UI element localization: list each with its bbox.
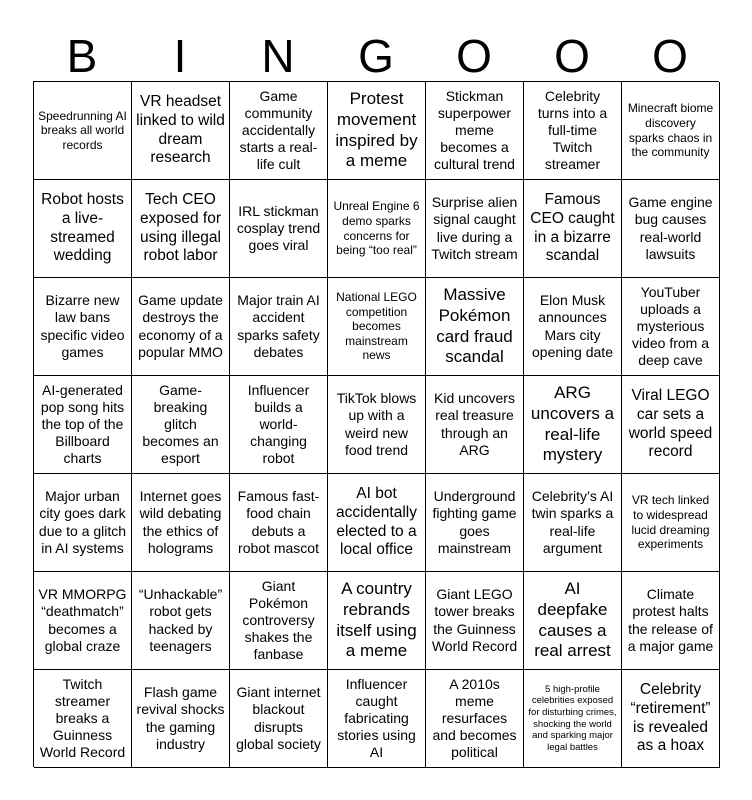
bingo-cell[interactable] [132,180,230,278]
cell-text: TikTok blows up with a weird new food trend [336,390,417,458]
header-letter-3: N [261,30,295,82]
bingo-cell[interactable] [524,474,622,572]
bingo-cell[interactable] [132,670,230,768]
cell-text: Viral LEGO car sets a world speed record [628,386,713,461]
bingo-cell[interactable] [524,572,622,670]
bingo-cell[interactable] [34,180,132,278]
header-letter-2: I [173,30,187,82]
bingo-cell[interactable] [622,82,720,180]
cell-text: National LEGO competition becomes mainstream news [336,289,417,363]
bingo-cell[interactable] [34,278,132,376]
cell-text: IRL stickman cosplay trend goes viral [236,202,321,254]
header-letter-6: O [554,30,590,82]
cell-text: Bizarre new law bans specific video games [40,292,125,360]
cell-text: Stickman superpower meme becomes a cultural trend [434,87,515,173]
cell-text: Giant internet blackout disrupts global society [236,684,321,752]
bingo-cell[interactable] [34,670,132,768]
bingo-cell[interactable] [34,82,132,180]
bingo-cell[interactable] [524,278,622,376]
cell-text: Game update destroys the economy of a popular MMO [138,292,223,360]
bingo-cell[interactable] [34,376,132,474]
cell-text: AI-generated pop song hits the top of the Billboard charts [40,381,125,467]
cell-text: Unreal Engine 6 demo sparks concerns for being “too real” [333,199,420,258]
cell-text: Giant LEGO tower breaks the Guinness World Record [431,586,518,654]
bingo-cell[interactable] [230,474,328,572]
bingo-board [33,81,719,767]
cell-text: Tech CEO exposed for using illegal robot labor [140,190,221,265]
cell-text: Elon Musk announces Mars city opening date [532,292,613,360]
bingo-cell[interactable] [426,376,524,474]
bingo-cell[interactable] [622,474,720,572]
bingo-cell[interactable] [524,180,622,278]
bingo-cell[interactable] [230,180,328,278]
cell-text: Underground fighting game goes mainstream [432,488,517,556]
cell-text: Giant Pokémon controversy shakes the fanbase [242,577,315,663]
bingo-cell[interactable] [328,180,426,278]
bingo-cell[interactable] [426,180,524,278]
cell-text: VR MMORPG “deathmatch” becomes a global craze [38,586,127,654]
cell-text: A country rebrands itself using a meme [336,579,417,661]
bingo-cell[interactable] [230,572,328,670]
bingo-cell[interactable] [524,670,622,768]
cell-text: Game engine bug causes real-world lawsuits [628,194,713,262]
bingo-cell[interactable] [132,278,230,376]
bingo-cell[interactable] [132,82,230,180]
cell-text: Internet goes wild debating the ethics of holograms [139,488,222,556]
cell-text: Game-breaking glitch becomes an esport [142,381,219,467]
bingo-cell[interactable] [622,376,720,474]
header-letter-4: G [358,30,394,82]
cell-text: Speedrunning AI breaks all world records [38,108,127,152]
cell-text: Protest movement inspired by a meme [335,89,418,171]
bingo-cell[interactable] [426,572,524,670]
cell-text: Massive Pokémon card fraud scandal [436,285,513,367]
cell-text: Game community accidentally starts a real-life cult [239,87,318,173]
cell-text: Celebrity’s AI twin sparks a real-life argument [531,488,614,556]
cell-text: Flash game revival shocks the gaming industry [136,684,225,752]
header-letter-7: O [652,30,688,82]
cell-text: Famous fast-food chain debuts a robot mascot [237,488,320,556]
bingo-cell[interactable] [328,572,426,670]
bingo-cell[interactable] [230,670,328,768]
cell-text: ARG uncovers a real-life mystery [530,383,615,465]
bingo-cell[interactable] [328,376,426,474]
cell-text: AI bot accidentally elected to a local office [336,484,417,559]
cell-text: Major urban city goes dark due to a glitch in AI systems [38,488,127,556]
bingo-cell[interactable] [328,82,426,180]
cell-text: 5 high-profile celebrities exposed for disturbing crimes, shocking the world and sparking major legal battles [528,683,617,753]
bingo-cell[interactable] [132,376,230,474]
bingo-cell[interactable] [524,376,622,474]
cell-text: Surprise alien signal caught live during a Twitch stream [431,194,518,262]
cell-text: YouTuber uploads a mysterious video from a deep cave [631,283,710,369]
bingo-cell[interactable] [230,376,328,474]
header-letter-5: O [456,30,492,82]
bingo-cell[interactable] [524,82,622,180]
bingo-cell[interactable] [328,278,426,376]
cell-text: Influencer builds a world-changing robot [247,381,310,467]
cell-text: Climate protest halts the release of a major game [627,586,714,654]
cell-text: Twitch streamer breaks a Guinness World Record [39,675,126,761]
cell-text: A 2010s meme resurfaces and becomes political [432,675,517,761]
cell-text: Robot hosts a live-streamed wedding [41,190,124,265]
bingo-cell[interactable] [132,572,230,670]
cell-text: “Unhackable” robot gets hacked by teenagers [138,586,223,654]
bingo-cell[interactable] [622,278,720,376]
bingo-cell[interactable] [426,82,524,180]
cell-text: VR headset linked to wild dream research [136,92,225,167]
bingo-cell[interactable] [34,474,132,572]
bingo-cell[interactable] [426,278,524,376]
cell-text: Influencer caught fabricating stories using AI [337,675,416,761]
cell-text: Famous CEO caught in a bizarre scandal [530,190,615,265]
cell-text: VR tech linked to widespread lucid dreaming experiments [631,493,710,552]
bingo-cell[interactable] [132,474,230,572]
header-letter-1: B [66,30,98,82]
bingo-cell[interactable] [328,474,426,572]
cell-text: Celebrity “retirement” is revealed as a hoax [630,680,711,755]
bingo-cell[interactable] [426,670,524,768]
bingo-cell[interactable] [230,82,328,180]
cell-text: Celebrity turns into a full-time Twitch streamer [537,87,608,173]
cell-text: Major train AI accident sparks safety debates [237,292,320,360]
bingo-cell[interactable] [328,670,426,768]
bingo-cell[interactable] [622,572,720,670]
bingo-cell[interactable] [230,278,328,376]
bingo-cell[interactable] [34,572,132,670]
bingo-header [33,28,719,84]
bingo-cell[interactable] [426,474,524,572]
cell-text: AI deepfake causes a real arrest [534,579,611,661]
cell-text: Minecraft biome discovery sparks chaos in the community [627,101,714,160]
cell-text: Kid uncovers real treasure through an ARG [434,390,515,458]
bingo-cell[interactable] [622,670,720,768]
bingo-cell[interactable] [622,180,720,278]
